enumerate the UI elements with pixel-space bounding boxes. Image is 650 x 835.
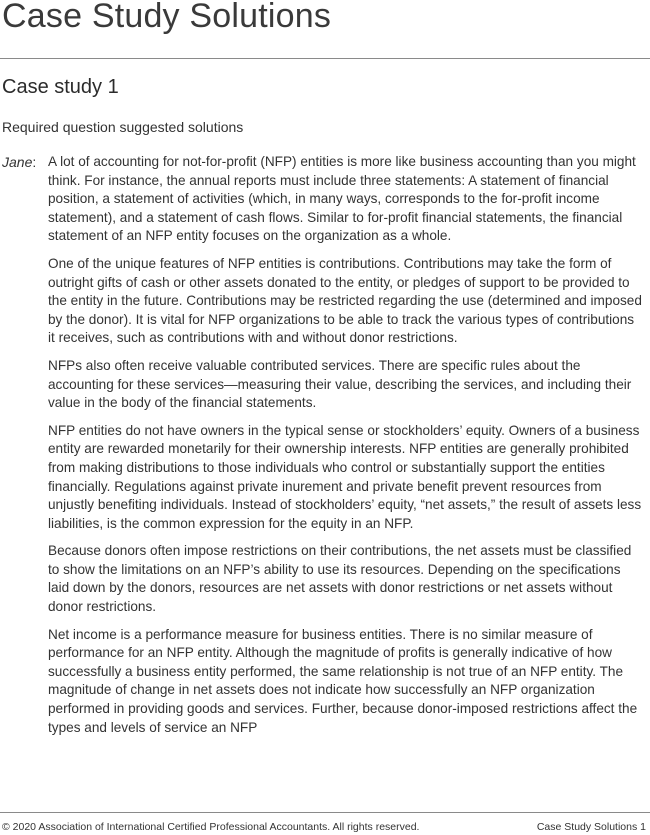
paragraph: A lot of accounting for not-for-profit (NFP) entities is more like business accounting than you might think. For instance, the annual reports must include three statements: A statement of financial position, a statement of activities (which, in many ways, corresponds to the for-profit income statement), and a statement of cash flows. Similar to for-profit financial statements, the financial statement of an NFP entity focuses on the organization as a whole. <box>48 154 636 244</box>
subheading: Required question suggested solutions <box>2 119 244 135</box>
paragraph: NFPs also often receive valuable contributed services. There are specific rules about the accounting for these services—measuring their value, describing the services, and including their value in the body of the financial statements. <box>48 357 632 411</box>
body-text <box>48 153 644 746</box>
footer-divider <box>0 812 650 813</box>
title-divider <box>0 58 650 59</box>
paragraph: NFP entities do not have owners in the typical sense or stockholders’ equity. Owners of a business entity are rewarded monetarily for their ownership interests. NFP entities are generally prohibited from making distributions to those individuals who control or substantially support the entities financially. Regulations against private inurement and private benefit prevent resources from unjustly benefiting individuals. Instead of stockholders’ equity, “net assets,” the result of assets less liabilities, is the common expression for the equity in an NFP. <box>48 422 642 531</box>
document-title: Case Study Solutions <box>2 0 332 35</box>
paragraph: Because donors often impose restrictions on their contributions, the net assets must be classified to show the limitations on an NFP’s ability to use its resources. Depending on the specifications laid down by the donors, resources are net assets with donor restrictions or net assets without donor restrictions. <box>48 543 632 615</box>
speaker-label <box>2 153 36 172</box>
speaker-colon: : <box>32 154 37 170</box>
paragraph: Net income is a performance measure for business entities. There is no similar measure of performance for an NFP entity. Although the magnitude of profits is generally indicative of how successfully a business entity performed, the same relationship is not true of an NFP entity. The magnitude of change in net assets does not indicate how successfully an NFP organization performed in providing goods and services. Further, because donor-imposed restrictions affect the types and levels of service an NFP <box>48 626 638 735</box>
paragraph: One of the unique features of NFP entities is contributions. Contributions may take the form of outright gifts of cash or other assets donated to the entity, or pledges of support to be provided to the entity in the future. Contributions may be restricted regarding the use (determined and imposed by the donor). It is vital for NFP organizations to be able to track the various types of contributions it receives, such as contributions with and without donor restrictions. <box>48 255 642 346</box>
speaker-name: Jane <box>2 154 33 170</box>
footer-page-label: Case Study Solutions 1 <box>536 821 646 833</box>
footer-copyright: © 2020 Association of International Certified Professional Accountants. All rights reserved. <box>2 821 420 833</box>
section-heading: Case study 1 <box>2 76 119 98</box>
